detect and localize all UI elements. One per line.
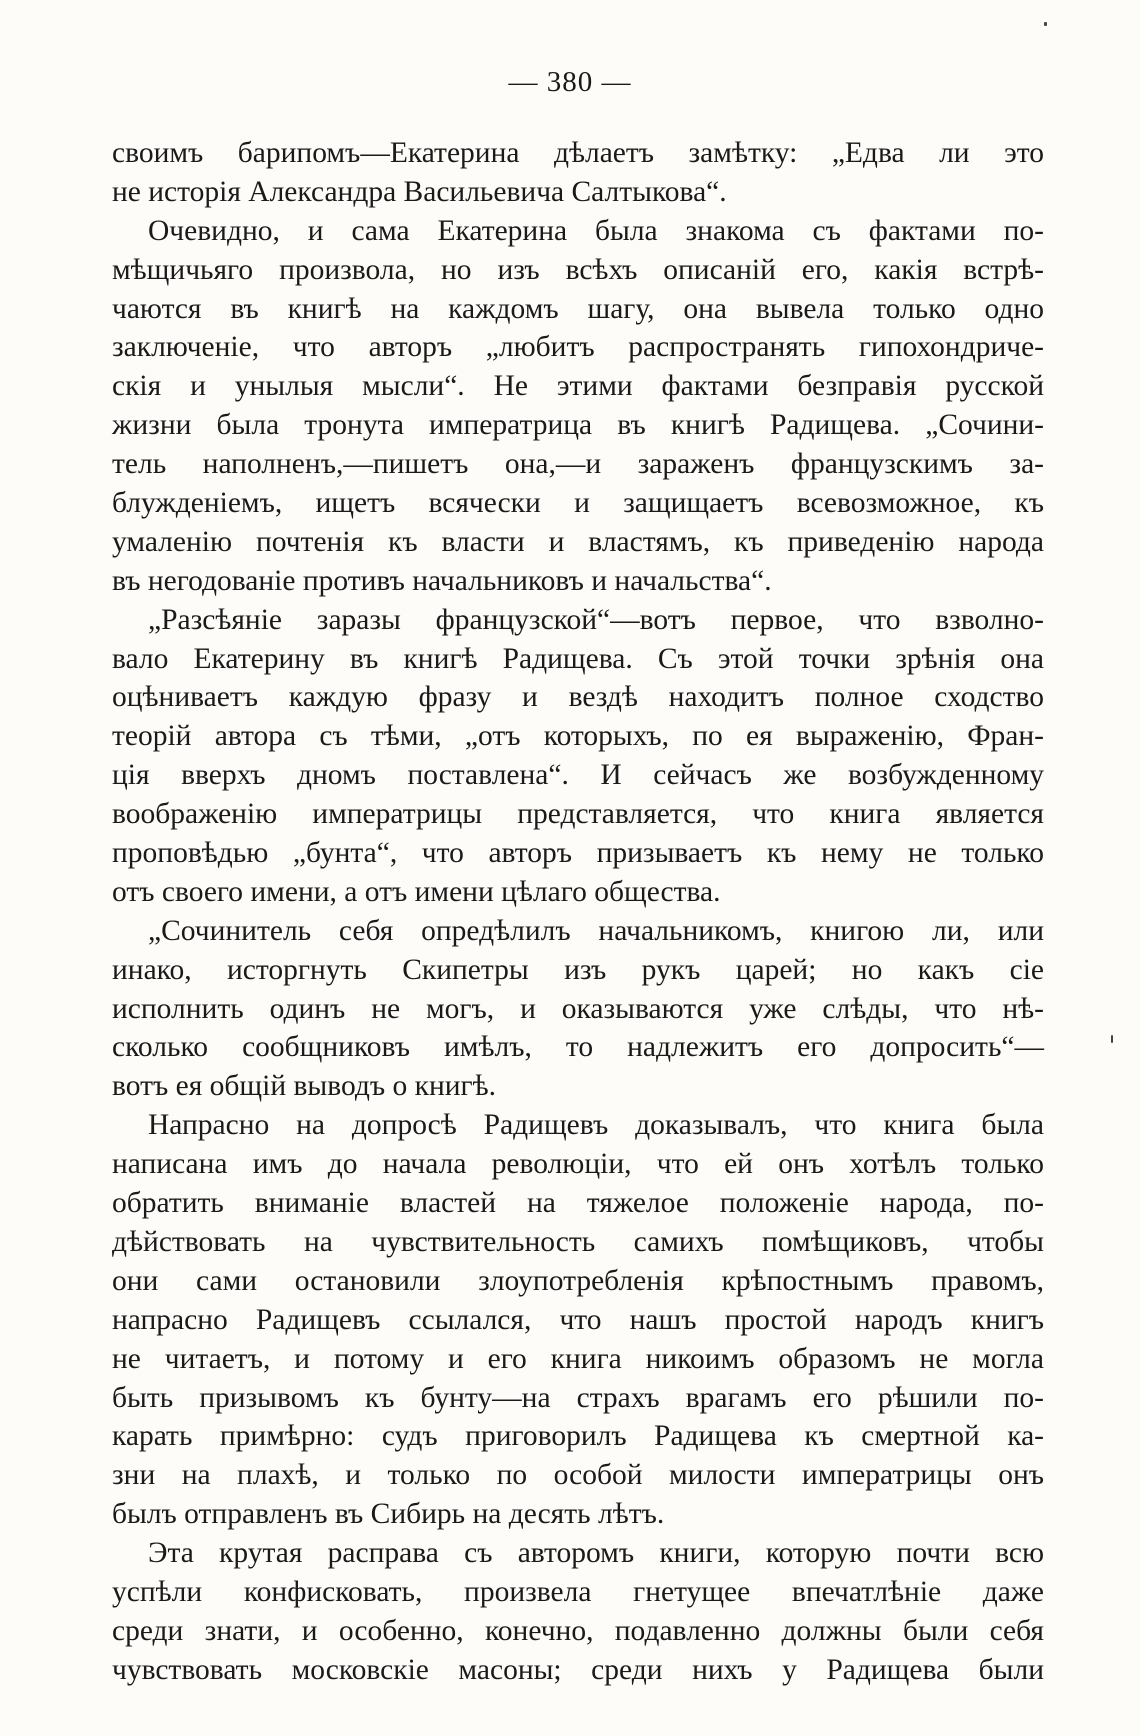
text-line: блужденіемъ, ищетъ всячески и защищаетъ всевозможное, къ — [112, 487, 1044, 520]
paragraph — [112, 601, 1044, 912]
text-line: проповѣдью „бунта“, что авторъ призываетъ къ нему не только — [112, 837, 1044, 870]
text-line: среди знати, и особенно, конечно, подавленно должны были себя — [112, 1614, 1044, 1647]
print-speck — [1111, 1035, 1113, 1043]
text-line: отъ своего имени, а отъ имени цѣлаго общества. — [112, 875, 721, 908]
text-line: чувствовать московскіе масоны; среди нихъ у Радищева были — [112, 1653, 1044, 1686]
text-line: сколько сообщниковъ имѣлъ, то надлежитъ его допросить“— — [112, 1031, 1044, 1064]
text-line: карать примѣрно: судъ приговорилъ Радищева къ смертной ка- — [112, 1420, 1044, 1453]
text-line: инако, исторгнуть Скипетры изъ рукъ царей; но какъ сіе — [112, 953, 1044, 986]
text-line: былъ отправленъ въ Сибирь на десять лѣтъ. — [112, 1498, 665, 1531]
paragraph — [112, 912, 1044, 1106]
text-line: ція вверхъ дномъ поставлена“. И сейчасъ же возбужденному — [112, 759, 1044, 792]
print-speck — [1044, 22, 1047, 26]
body-text — [112, 134, 1044, 1690]
text-line: вотъ ея общій выводъ о книгѣ. — [112, 1070, 497, 1103]
text-line: тель наполненъ,—пишетъ она,—и зараженъ французскимъ за- — [112, 448, 1044, 481]
text-line: жизни была тронута императрица въ книгѣ Радищева. „Сочини- — [112, 409, 1044, 442]
text-line: скія и унылыя мысли“. Не этими фактами безправія русской — [112, 370, 1044, 403]
text-line: быть призывомъ къ бунту—на страхъ врагамъ его рѣшили по- — [112, 1381, 1044, 1414]
text-line: умаленію почтенія къ власти и властямъ, къ приведенію народа — [112, 525, 1044, 558]
paragraph — [112, 1534, 1044, 1690]
paragraph — [112, 134, 1044, 212]
text-line: успѣли конфисковать, произвела гнетущее впечатлѣніе даже — [112, 1575, 1044, 1608]
text-line: Напрасно на допросѣ Радищевъ доказывалъ, что книга была — [148, 1109, 1044, 1142]
paragraph — [112, 1106, 1044, 1534]
text-line: написана имъ до начала революціи, что ей онъ хотѣлъ только — [112, 1148, 1044, 1181]
text-line: чаются въ книгѣ на каждомъ шагу, она вывела только одно — [112, 292, 1044, 325]
text-line: исполнить одинъ не могъ, и оказываются уже слѣды, что нѣ- — [112, 992, 1044, 1025]
text-line: „Сочинитель себя опредѣлилъ начальникомъ, книгою ли, или — [148, 914, 1044, 947]
text-line: „Разсѣяніе заразы французской“—вотъ первое, что взволно- — [148, 603, 1044, 636]
paragraph — [112, 212, 1044, 601]
text-line: воображенію императрицы представляется, что книга является — [112, 798, 1044, 831]
text-line: Очевидно, и сама Екатерина была знакома съ фактами по- — [148, 214, 1044, 247]
text-line: своимъ барипомъ—Екатерина дѣлаетъ замѣтку: „Едва ли это — [112, 137, 1044, 169]
text-line: зни на плахѣ, и только по особой милости императрицы онъ — [112, 1459, 1044, 1492]
text-line: не читаетъ, и потому и его книга никоимъ образомъ не могла — [112, 1342, 1044, 1375]
text-line: дѣйствовать на чувствительность самихъ помѣщиковъ, чтобы — [112, 1225, 1044, 1258]
text-line: мѣщичьяго произвола, но изъ всѣхъ описаній его, какія встрѣ- — [112, 253, 1044, 286]
text-line: не исторія Александра Васильевича Салтыкова“. — [112, 175, 727, 208]
text-line: теорій автора съ тѣми, „отъ которыхъ, по ея выраженію, Фран- — [112, 720, 1044, 753]
text-line: они сами остановили злоупотребленія крѣпостнымъ правомъ, — [112, 1264, 1044, 1297]
text-line: вало Екатерину въ книгѣ Радищева. Съ этой точки зрѣнія она — [112, 642, 1044, 675]
text-line: заключеніе, что авторъ „любитъ распространять гипохондриче- — [112, 331, 1044, 364]
text-line: въ негодованіе противъ начальниковъ и начальства“. — [112, 564, 772, 597]
text-line: напрасно Радищевъ ссылался, что нашъ простой народъ книгъ — [112, 1303, 1044, 1336]
page-number: — 380 — — [508, 66, 632, 98]
text-line: обратить вниманіе властей на тяжелое положеніе народа, по- — [112, 1187, 1044, 1220]
text-line: оцѣниваетъ каждую фразу и вездѣ находитъ полное сходство — [112, 681, 1044, 714]
text-line: Эта крутая расправа съ авторомъ книги, которую почти всю — [148, 1537, 1044, 1570]
